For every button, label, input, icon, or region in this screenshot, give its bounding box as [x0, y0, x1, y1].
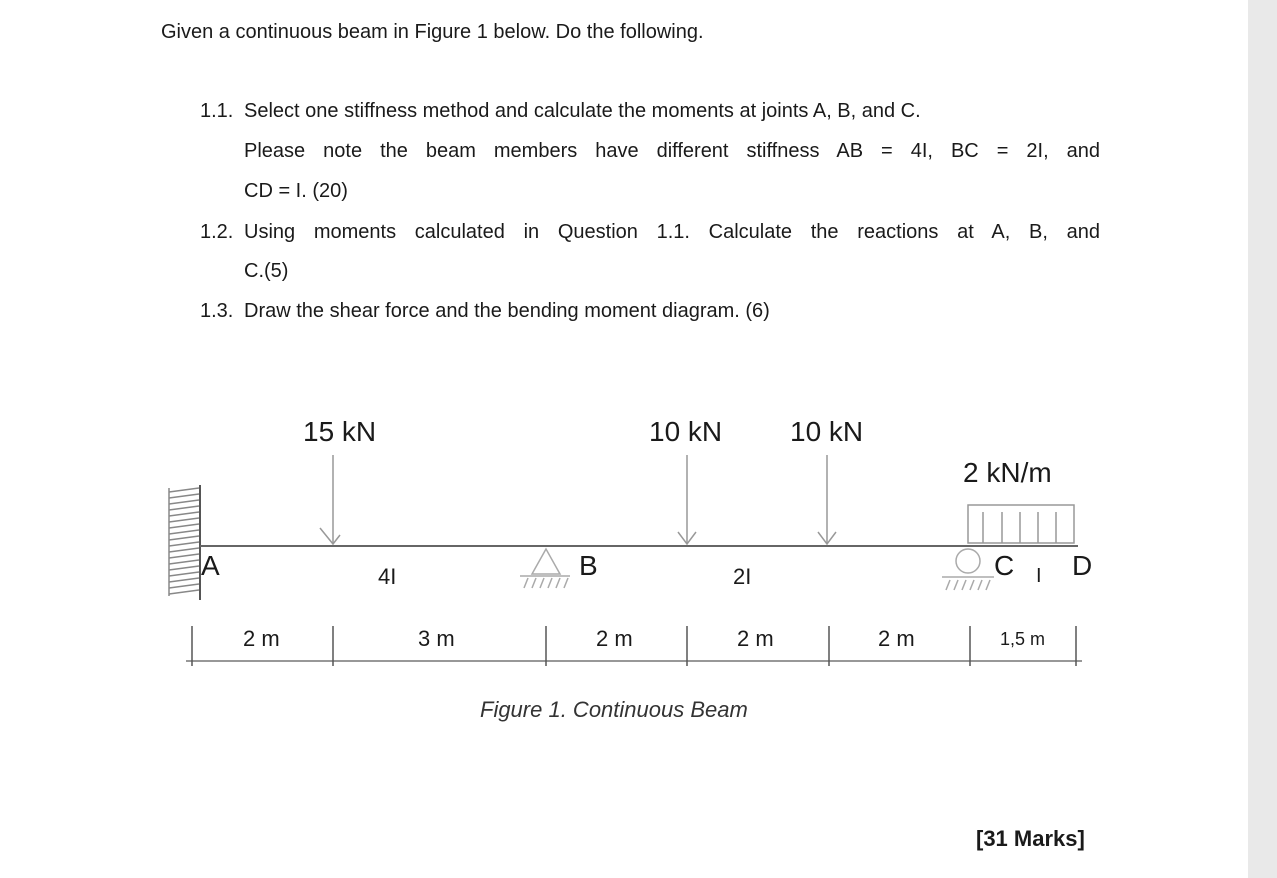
load-label-10kn-2: 10 kN — [790, 416, 864, 447]
span-label-6: 1,5 m — [1000, 629, 1046, 649]
joint-label-b: B — [579, 550, 598, 581]
figure-caption: Figure 1. Continuous Beam — [480, 697, 748, 722]
joint-label-d: D — [1072, 550, 1093, 581]
udl-label: 2 kN/m — [963, 457, 1052, 488]
q1-line-2: Please note the beam members have different stiffness AB = 4I, BC = 2I, and — [244, 140, 1100, 162]
q3-number: 1.3. — [200, 300, 234, 322]
support-b — [520, 549, 570, 588]
q2-number: 1.2. — [200, 221, 234, 243]
q2-line-2: C.(5) — [244, 260, 289, 282]
fixed-support-a — [169, 485, 200, 600]
span-label-3: 2 m — [596, 626, 633, 651]
support-c — [942, 549, 994, 590]
load-arrow-15kn — [320, 455, 340, 544]
udl-load — [968, 505, 1074, 543]
span-label-1: 2 m — [243, 626, 280, 651]
stiffness-label-ab: 4I — [378, 564, 397, 589]
q2-line-1: Using moments calculated in Question 1.1. Calculate the reactions at A, B, and — [244, 221, 1100, 243]
span-label-4: 2 m — [737, 626, 774, 651]
stiffness-label-bc: 2I — [733, 564, 752, 589]
q3-line-1: Draw the shear force and the bending moment diagram. (6) — [244, 300, 770, 322]
q1-line-1: Select one stiffness method and calculate the moments at joints A, B, and C. — [244, 100, 921, 122]
span-label-2: 3 m — [418, 626, 455, 651]
stiffness-label-cd: I — [1036, 565, 1042, 587]
dimension-ticks — [192, 626, 1076, 666]
span-label-5: 2 m — [878, 626, 915, 651]
load-arrow-10kn-2 — [818, 455, 836, 544]
intro-text: Given a continuous beam in Figure 1 below. Do the following. — [161, 21, 704, 43]
beam-figure — [0, 400, 1248, 700]
load-arrow-10kn-1 — [678, 455, 696, 544]
q1-number: 1.1. — [200, 100, 234, 122]
q1-line-3: CD = I. (20) — [244, 180, 348, 202]
total-marks: [31 Marks] — [976, 826, 1085, 851]
joint-label-c: C — [994, 550, 1015, 581]
joint-label-a: A — [201, 550, 220, 581]
load-label-15kn: 15 kN — [303, 416, 377, 447]
load-label-10kn-1: 10 kN — [649, 416, 723, 447]
